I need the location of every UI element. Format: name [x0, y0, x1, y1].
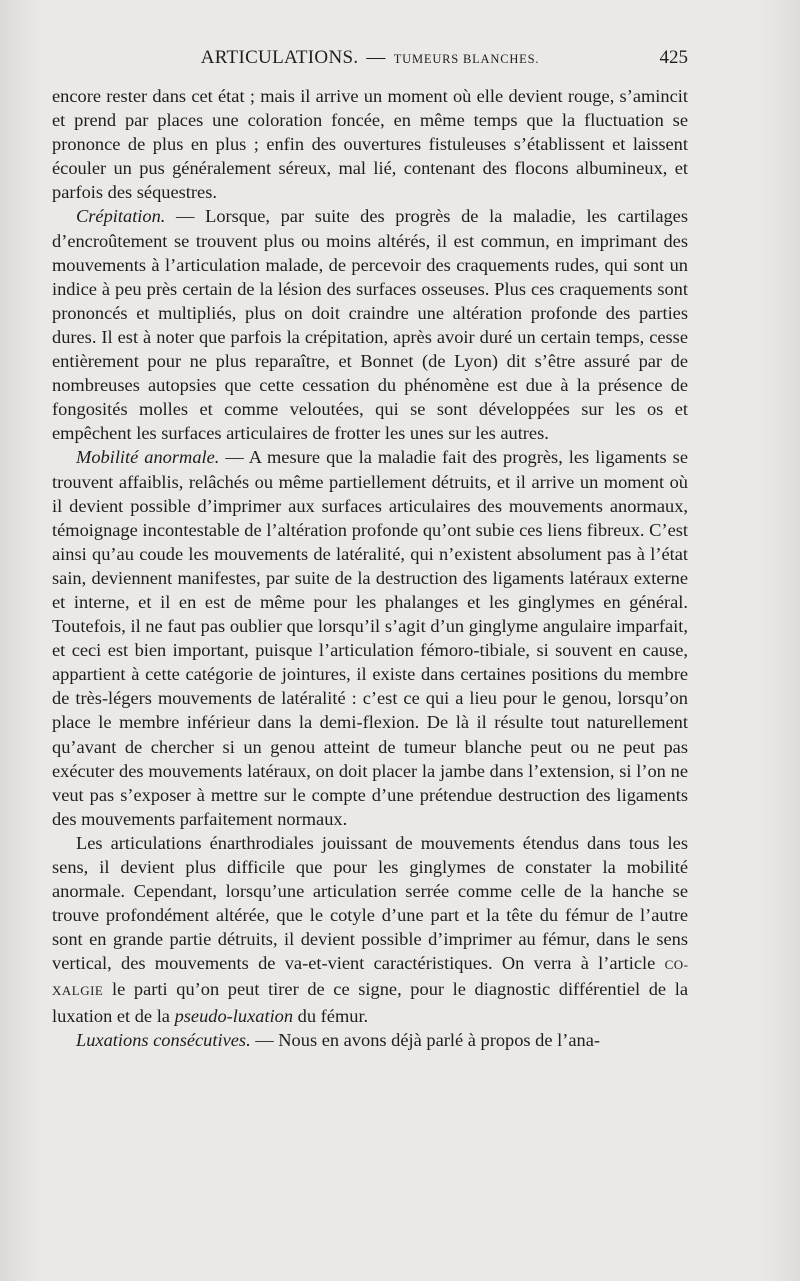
body-text: [52, 84, 688, 1052]
paragraph-luxations: [52, 1028, 688, 1052]
paragraph-text: Les articulations énarthrodiales jouissant de mouvements étendus dans tous les sens, il devient plus difficile que pour les ginglymes de constater la mobilité anormale. Cependant, lorsqu’une articulation serrée comme celle de la hanche se trouve profondément altérée, que le cotyle d’une part et la tête du fémur de l’autre sont en grande partie détruits, il devient possible d’imprimer au fémur, dans le sens vertical, des mouvements de va-et-vient caractéristiques. On verra à l’article: [52, 832, 688, 974]
running-head-subsection: TUMEURS BLANCHES.: [393, 52, 540, 66]
paragraph-text: du fémur.: [293, 1005, 369, 1026]
paragraph-crepitation: [52, 204, 688, 445]
italic-term: pseudo-luxation: [174, 1005, 294, 1026]
paragraph-text: — A mesure que la maladie fait des progrès, les ligaments se trouvent affaiblis, relâchés ou même partiellement détruits, et il arrive un moment où il devient possible d’imprimer aux surfaces articulaires des mouvements anormaux, témoignage incontestable de l’altération profonde qu’ont subie ces liens fibreux. C’est ainsi qu’au coude les mouvements de latéralité, qui n’existent absolument pas à l’état sain, deviennent manifestes, par suite de la destruction des ligaments latéraux externe et interne, et il en est de même pour les phalanges et les ginglymes en général. Toutefois, il ne faut pas oublier que lorsqu’il s’agit d’un ginglyme angulaire imparfait, et ceci est bien important, puisque l’articulation fémoro-tibiale, si souvent en cause, appartient à cette catégorie de jointures, il existe dans certaines positions du membre de très-légers mouvements de latéralité : c’est ce qui a lieu pour le genou, lorsqu’on place le membre inférieur dans la demi-flexion. De là il résulte tout naturellement qu’avant de chercher si un genou atteint de tumeur blanche peut ou ne peut pas exécuter des mouvements latéraux, on doit placer la jambe dans l’extension, si l’on ne veut pas s’exposer à mettre sur le compte d’une prétendue destruction des ligaments des mouvements parfaitement normaux.: [52, 447, 688, 829]
page-header: [52, 47, 688, 73]
paragraph-heading: Mobilité anormale.: [76, 447, 220, 468]
smallcaps-reference: COXALGIE: [52, 957, 688, 999]
paragraph-continuation: [52, 84, 688, 204]
running-head: [52, 47, 688, 69]
paragraph-heading: Luxations consécutives.: [76, 1029, 251, 1050]
paragraph-text: le parti qu’on peut tirer de ce signe, pour le diagnostic différentiel de la luxation et de la: [52, 979, 688, 1026]
paragraph-heading: Crépitation.: [76, 206, 166, 227]
paragraph-text: — Lorsque, par suite des progrès de la maladie, les cartilages d’encroûtement se trouvent plus ou moins altérés, il est commun, en imprimant des mouvements à l’articulation malade, de percevoir des craquements rudes, qui sont un indice à peu près certain de la lésion des surfaces osseuses. Plus ces craquements sont prononcés et multipliés, plus on doit craindre une altération profonde des parties dures. Il est à noter que parfois la crépitation, après avoir duré un certain temps, cesse entièrement pour ne plus reparaître, et Bonnet (de Lyon) dit s’être assuré par de nombreuses autopsies que cette cessation du phénomène est due à la présence de fongosités molles et comme veloutées, qui se sont développées sur les os et empêchent les surfaces articulaires de frotter les unes sur les autres.: [52, 206, 688, 444]
paragraph-text: — Nous en avons déjà parlé à propos de l’ana-: [250, 1029, 600, 1050]
paragraph-enarthrodiales: [52, 831, 688, 1028]
page-number: 425: [659, 47, 688, 68]
paragraph-mobilite-anormale: [52, 445, 688, 831]
paragraph-text: encore rester dans cet état ; mais il arrive un moment où elle devient rouge, s’amincit et prend par places une coloration foncée, en même temps que la fluctuation se prononce de plus en plus ; enfin des ouvertures fistuleuses s’établissent et laissent écouler un pus généralement séreux, mal lié, contenant des flocons albumineux, et parfois des séquestres.: [52, 86, 688, 203]
running-head-section: ARTICULATIONS.: [200, 47, 359, 68]
running-head-separator: —: [366, 47, 386, 68]
